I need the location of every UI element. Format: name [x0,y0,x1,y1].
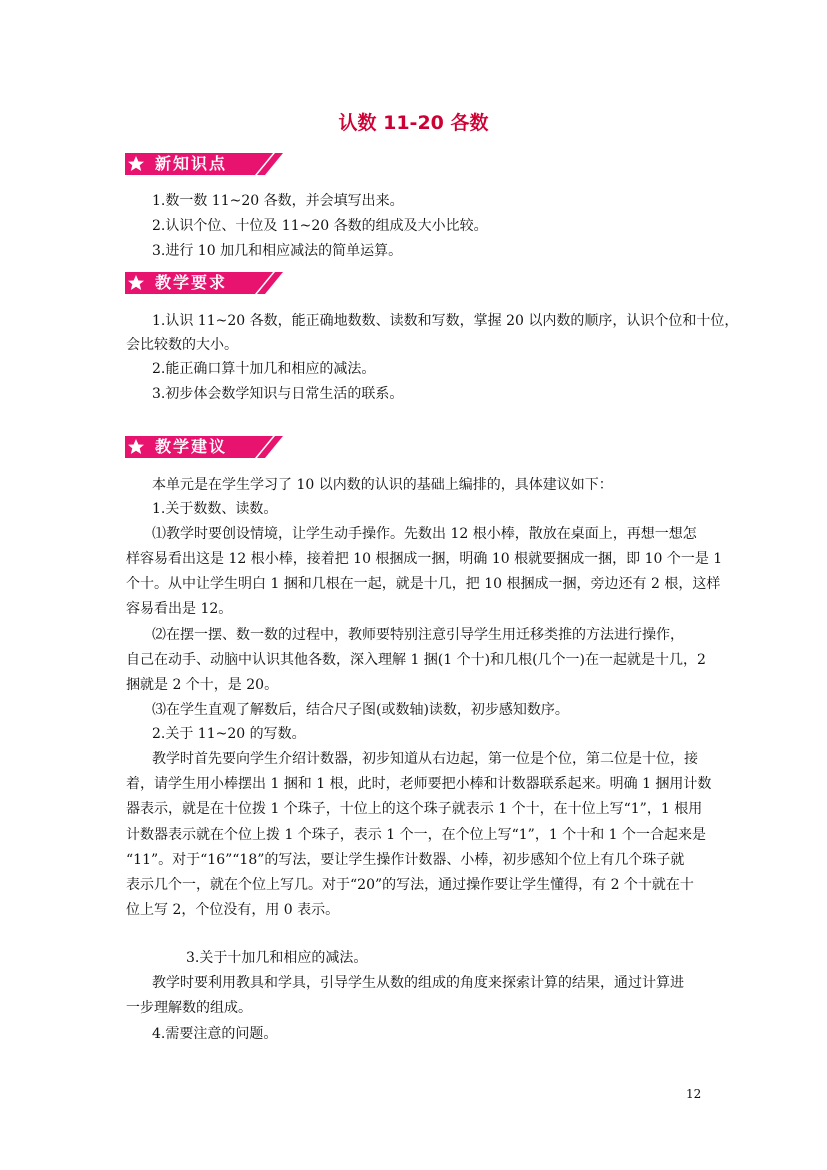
text-line: ⑶在学生直观了解数后，结合尺子图(或数轴)读数，初步感知数序。 [152,702,569,718]
text-line: “11”。对于“16”“18”的写法，要让学生操作计数器、小棒，初步感知个位上有几个珠子就 [126,852,685,868]
text-line: 器表示，就是在十位拨 1 个珠子，十位上的这个珠子就表示 1 个十，在十位上写“1”，1 根用 [126,801,703,817]
text-line: 样容易看出这是 12 根小棒，接着把 10 根捆成一捆，明确 10 根就要捆成一捆，即 10 个一是 1 [126,551,723,567]
text-line: 自己在动手、动脑中认识其他各数，深入理解 1 捆(1 个十)和几根(几个一)在一起就是十几，2 [126,652,706,668]
section-header-new-knowledge [125,153,287,175]
text-line: 1.关于数数、读数。 [152,501,278,517]
section-title: 教学要求 [155,273,228,292]
text-line: 3.进行 10 加几和相应减法的简单运算。 [152,243,403,259]
section-header-teaching-suggestions [125,436,287,458]
text-line: 捆就是 2 个十，是 20。 [126,677,279,693]
text-line: 本单元是在学生学习了 10 以内数的认识的基础上编排的，具体建议如下： [152,477,613,493]
text-line: 2.认识个位、十位及 11~20 各数的组成及大小比较。 [152,218,488,234]
text-line: ⑴教学时要创设情境，让学生动手操作。先数出 12 根小棒，散放在桌面上，再想一想怎 [152,526,697,542]
text-line: 3.关于十加几和相应的减法。 [186,950,368,966]
section-title: 教学建议 [155,437,228,456]
section-header-teaching-requirements [125,272,287,294]
text-line: 教学时首先要向学生介绍计数器，初步知道从右边起，第一位是个位，第二位是十位，接 [152,751,698,767]
text-line: 计数器表示就在个位上拨 1 个珠子，表示 1 个一，在个位上写“1”，1 个十和 1 个一合起来是 [126,827,706,843]
text-line: 容易看出是 12。 [126,601,233,617]
text-line: 4.需要注意的问题。 [152,1026,278,1042]
text-line: 1.认识 11~20 各数，能正确地数数、读数和写数，掌握 20 以内数的顺序，认识个位和十位， [152,313,739,329]
page-title: 认数 11-20 各数 [338,112,489,134]
text-line: 个十。从中让学生明白 1 捆和几根在一起，就是十几，把 10 根捆成一捆，旁边还有 2 根，这样 [126,576,721,592]
text-line: 位上写 2，个位没有，用 0 表示。 [126,902,340,918]
text-line: ⑵在摆一摆、数一数的过程中，教师要特别注意引导学生用迁移类推的方法进行操作， [152,627,684,643]
text-line: 表示几个一，就在个位上写几。对于“20”的写法，通过操作要让学生懂得，有 2 个十就在十 [126,877,694,893]
page-number: 12 [686,1087,702,1101]
text-line: 1.数一数 11~20 各数，并会填写出来。 [152,193,404,209]
text-line: 一步理解数的组成。 [126,1000,252,1016]
text-line: 会比较数的大小。 [126,337,238,353]
text-line: 3.初步体会数学知识与日常生活的联系。 [152,386,404,402]
text-line: 2.关于 11~20 的写数。 [152,726,306,742]
section-title: 新知识点 [155,154,228,173]
text-line: 教学时要利用教具和学具，引导学生从数的组成的角度来探索计算的结果，通过计算进 [152,975,684,991]
text-line: 着，请学生用小棒摆出 1 捆和 1 根，此时，老师要把小棒和计数器联系起来。明确 1 捆用计数 [126,776,712,792]
text-line: 2.能正确口算十加几和相应的减法。 [152,361,376,377]
